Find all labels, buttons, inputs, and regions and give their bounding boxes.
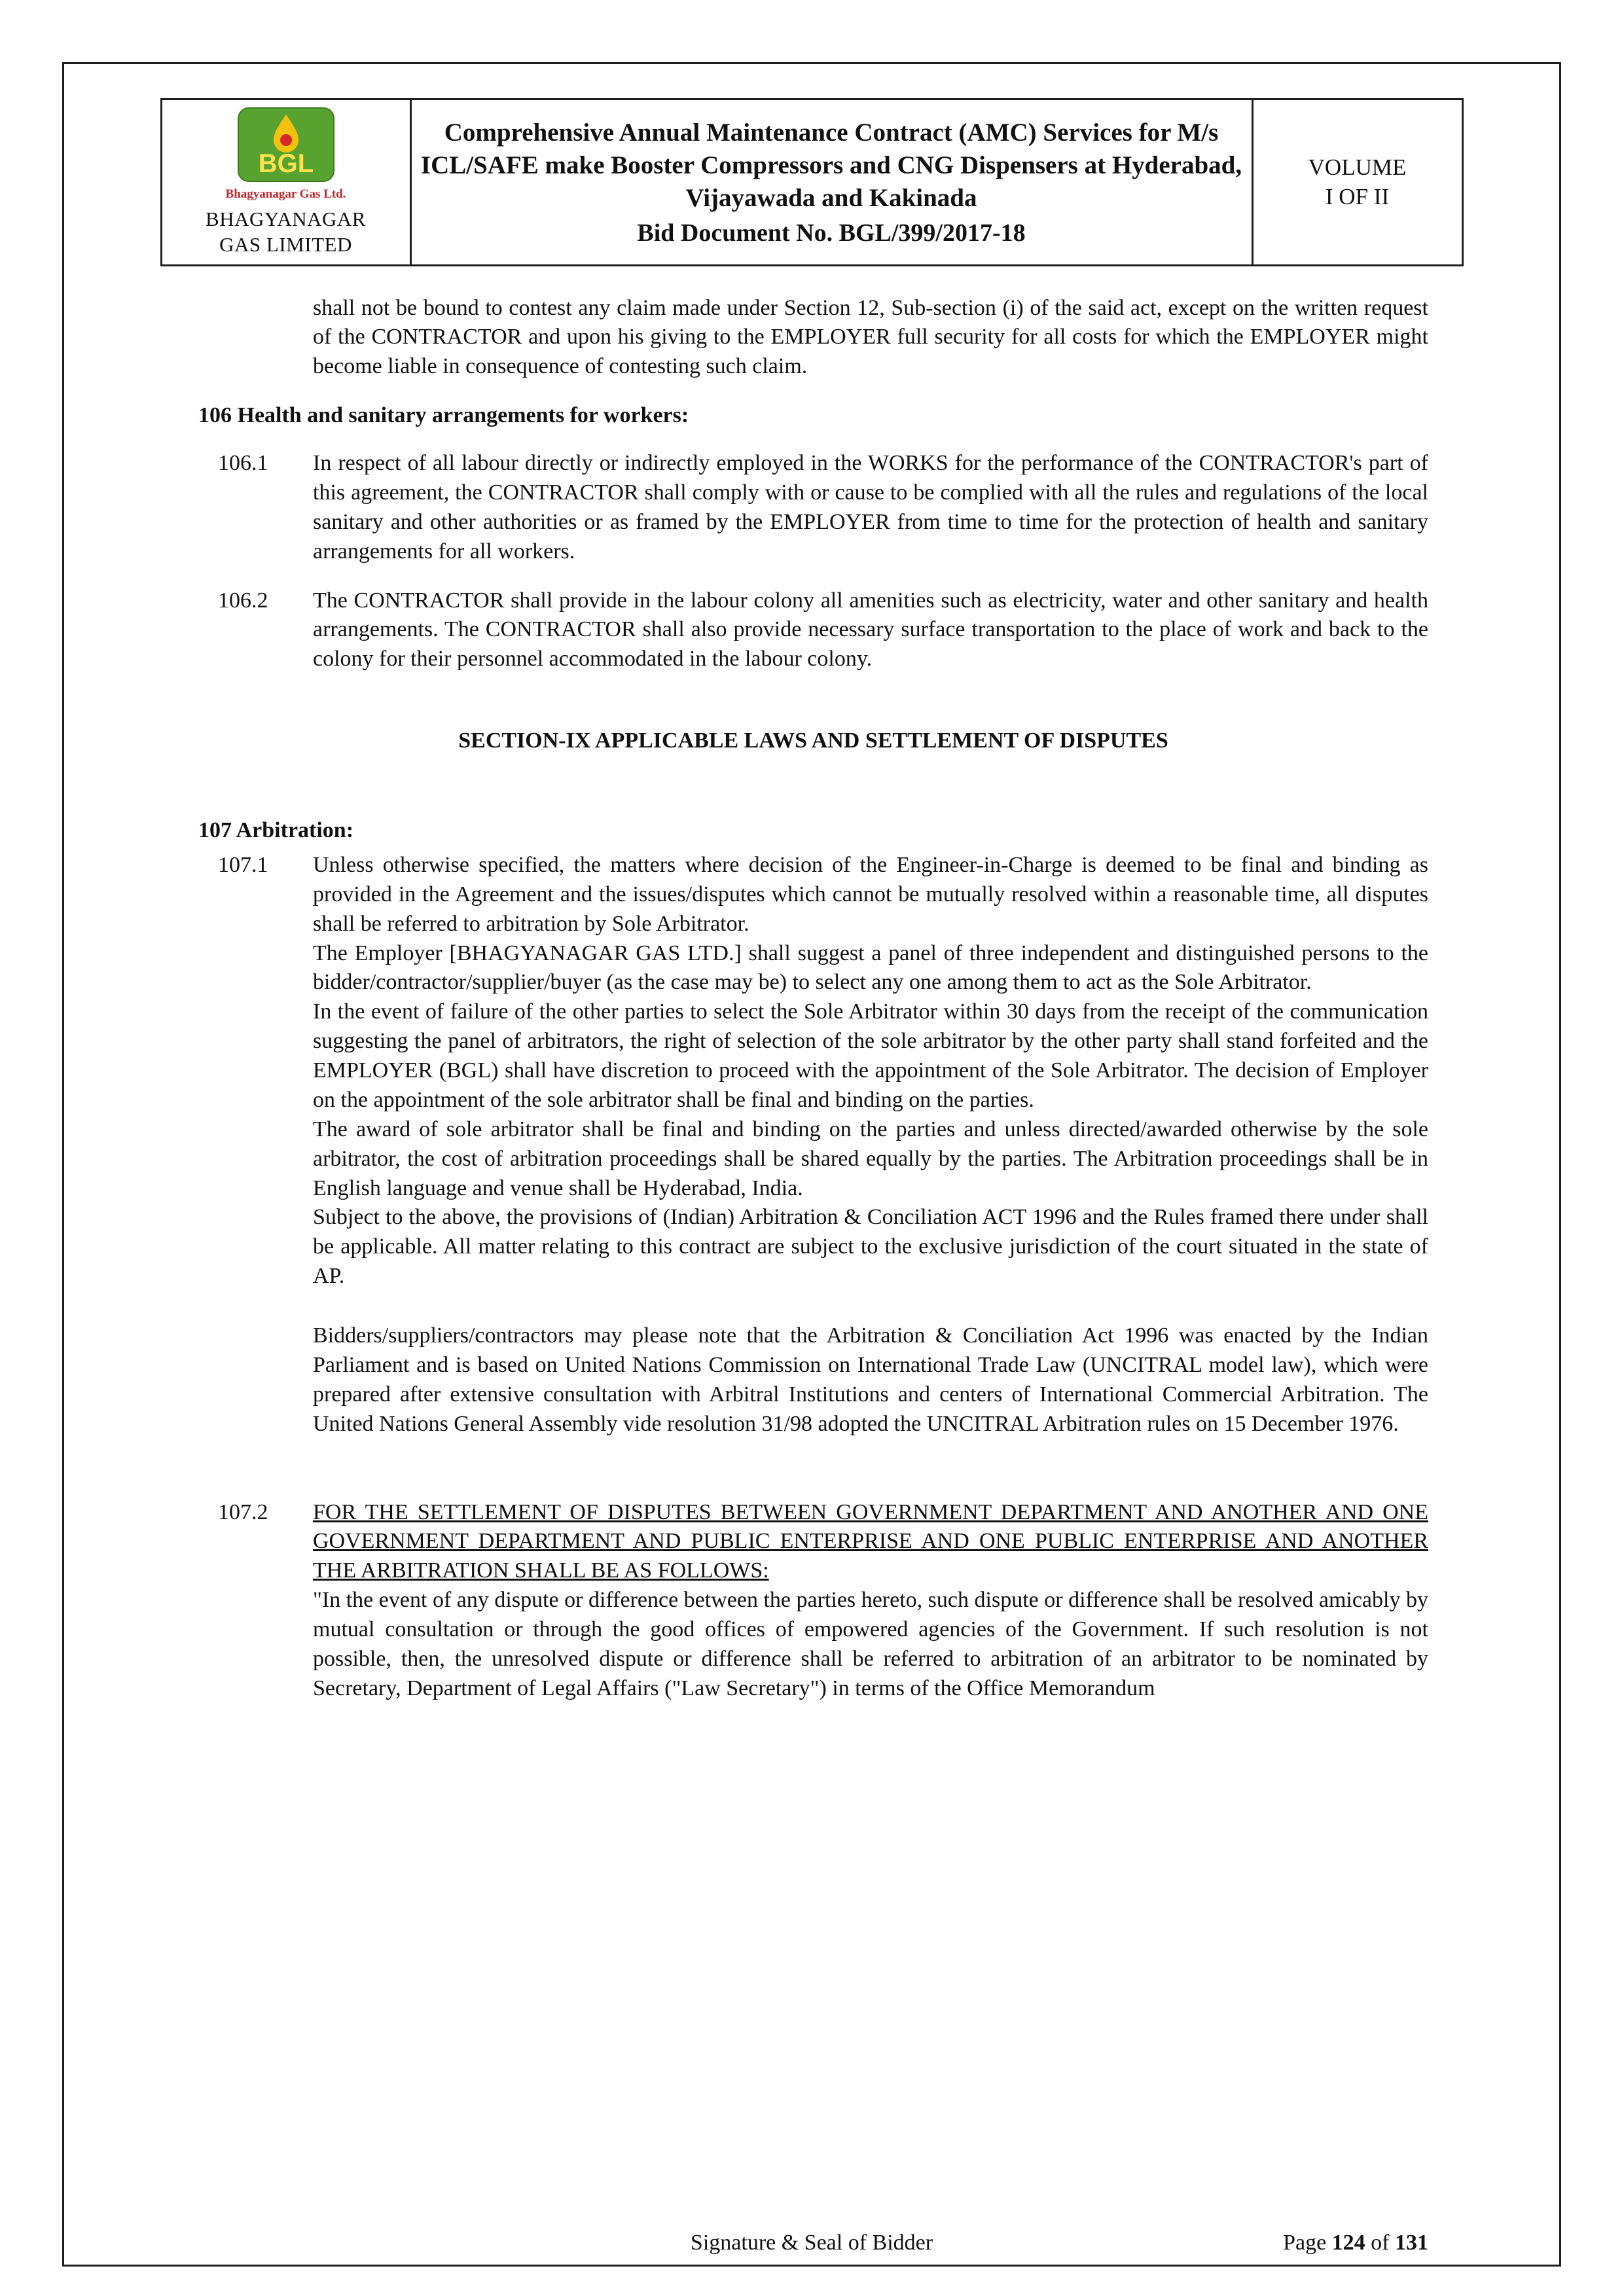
company-name-line1: BHAGYANAGAR bbox=[206, 207, 366, 230]
company-name-line2: GAS LIMITED bbox=[219, 232, 352, 256]
clause-106-1-number: 106.1 bbox=[218, 451, 268, 475]
heading-107: 107 Arbitration: bbox=[198, 818, 354, 842]
page-number-current: 124 bbox=[1331, 2231, 1365, 2255]
section-ix-heading: SECTION-IX APPLICABLE LAWS AND SETTLEMENT OF DISPUTES bbox=[458, 728, 1168, 753]
clause-107-1-para-5: Subject to the above, the provisions of (Indian) Arbitration & Conciliation ACT 1996 and the Rules framed there under shall be applicable. All matter relating to this contract are subject to the exclusive jurisdiction of the court situated in the state of AP. bbox=[313, 1205, 1428, 1289]
clause-106-1-text: In respect of all labour directly or indirectly employed in the WORKS for the performance of the CONTRACTOR's part of this agreement, the CONTRACTOR shall comply with or cause to be complied with all the rules and regulations of the local sanitary and other authorities or as framed by the EMPLOYER from time to time for the protection of health and sanitary arrangements for all workers. bbox=[313, 451, 1428, 564]
clause-106-2-number: 106.2 bbox=[218, 588, 268, 613]
clause-107-2-body: "In the event of any dispute or difference between the parties hereto, such dispute or difference shall be resolved amicably by mutual consultation or through the good offices of empowered agencies of the Government. If such resolution is not possible, then, the unresolved dispute or difference shall be referred to arbitration of an arbitrator to be nominated by Secretary, Department of Legal Affairs ("Law Secretary") in terms of the Office Memorandum bbox=[313, 1588, 1428, 1700]
page-number-total: 131 bbox=[1395, 2231, 1428, 2255]
logo-cell bbox=[161, 99, 410, 266]
page-footer bbox=[64, 2231, 1559, 2259]
document-header bbox=[160, 98, 1464, 266]
clause-107-2-heading: FOR THE SETTLEMENT OF DISPUTES BETWEEN GOVERNMENT DEPARTMENT AND ANOTHER AND ONE GOVERNMENT DEPARTMENT AND PUBLIC ENTERPRISE AND ONE PUBLIC ENTERPRISE AND ANOTHER THE ARBITRATION SHALL BE AS FOLLOWS: bbox=[313, 1499, 1428, 1583]
clause-107-1-number: 107.1 bbox=[218, 852, 268, 877]
page-number bbox=[1283, 2231, 1428, 2255]
page-border bbox=[62, 62, 1561, 2267]
clause-106-2 bbox=[218, 586, 1428, 675]
clause-107-1-para-3: In the event of failure of the other parties to select the Sole Arbitrator within 30 days from the receipt of the communication suggesting the panel of arbitrators, the right of selection of the sole arbitrator by the other party shall stand forfeited and the EMPLOYER (BGL) shall have discretion to proceed with the appointment of the Sole Arbitrator. The decision of Employer on the appointment of the sole arbitrator shall be final and binding on the parties. bbox=[313, 999, 1428, 1112]
signature-label: Signature & Seal of Bidder bbox=[690, 2231, 933, 2255]
clause-107-1-para-1: Unless otherwise specified, the matters where decision of the Engineer-in-Charge is deemed to be final and binding as provided in the Agreement and the issues/disputes which cannot be mutually resolved within a reasonable time, all disputes shall be referred to arbitration by Sole Arbitrator. bbox=[313, 852, 1428, 936]
clause-107-1 bbox=[218, 851, 1428, 1439]
company-name bbox=[171, 207, 401, 258]
page-number-prefix: Page bbox=[1283, 2231, 1332, 2255]
clause-107-1-para-2: The Employer [BHAGYANAGAR GAS LTD.] shall suggest a panel of three independent and distinguished persons to the bidder/contractor/supplier/buyer (as the case may be) to select any one among them to act as the Sole Arbitrator. bbox=[313, 941, 1428, 995]
document-body bbox=[64, 266, 1559, 1704]
clause-107-2-number: 107.2 bbox=[218, 1499, 268, 1524]
clause-107-1-para-4: The award of sole arbitrator shall be final and binding on the parties and unless directed/awarded otherwise by the sole arbitrator, the cost of arbitration proceedings shall be shared equally by the parties. The Arbitration proceedings shall be in English language and venue shall be Hyderabad, India. bbox=[313, 1117, 1428, 1200]
page-number-of: of bbox=[1365, 2231, 1395, 2255]
heading-106: 106 Health and sanitary arrangements for workers: bbox=[198, 403, 689, 428]
clause-107-1-text bbox=[313, 851, 1428, 1439]
intro-paragraph: shall not be bound to contest any claim made under Section 12, Sub-section (i) of the said act, except on the written request of the CONTRACTOR and upon his giving to the EMPLOYER full security for all costs for which the EMPLOYER might become liable in consequence of contesting such claim. bbox=[313, 295, 1428, 379]
logo-subtext: Bhagyanagar Gas Ltd. bbox=[225, 187, 346, 201]
volume-line2: I OF II bbox=[1325, 184, 1390, 210]
company-logo-icon bbox=[237, 107, 335, 186]
volume-line1: VOLUME bbox=[1308, 154, 1407, 180]
clause-106-2-text: The CONTRACTOR shall provide in the labour colony all amenities such as electricity, water and other sanitary and health arrangements. The CONTRACTOR shall also provide necessary surface transportation to the place of work and back to the colony for their personnel accommodated in the labour colony. bbox=[313, 588, 1428, 672]
document-title: Comprehensive Annual Maintenance Contract (AMC) Services for M/s ICL/SAFE make Booster Compressors and CNG Dispensers at Hyderabad, Vijayawada and Kakinada bbox=[420, 118, 1242, 213]
logo-bgl-text: BGL bbox=[258, 149, 314, 178]
clause-107-1-note: Bidders/suppliers/contractors may please note that the Arbitration & Conciliation Act 1996 was enacted by the Indian Parliament and is based on United Nations Commission on International Trade Law (UNCITRAL model law), which were prepared after extensive consultation with Arbitral Institutions and centers of International Commercial Arbitration. The United Nations General Assembly vide resolution 31/98 adopted the UNCITRAL Arbitration rules on 15 December 1976. bbox=[313, 1323, 1428, 1436]
bid-document-number: Bid Document No. BGL/399/2017-18 bbox=[637, 219, 1026, 247]
volume-label bbox=[1263, 152, 1453, 212]
title-cell bbox=[410, 99, 1252, 266]
clause-106-1 bbox=[218, 449, 1428, 567]
clause-107-2-text bbox=[313, 1498, 1428, 1704]
volume-cell bbox=[1252, 99, 1462, 266]
clause-107-2 bbox=[218, 1498, 1428, 1704]
